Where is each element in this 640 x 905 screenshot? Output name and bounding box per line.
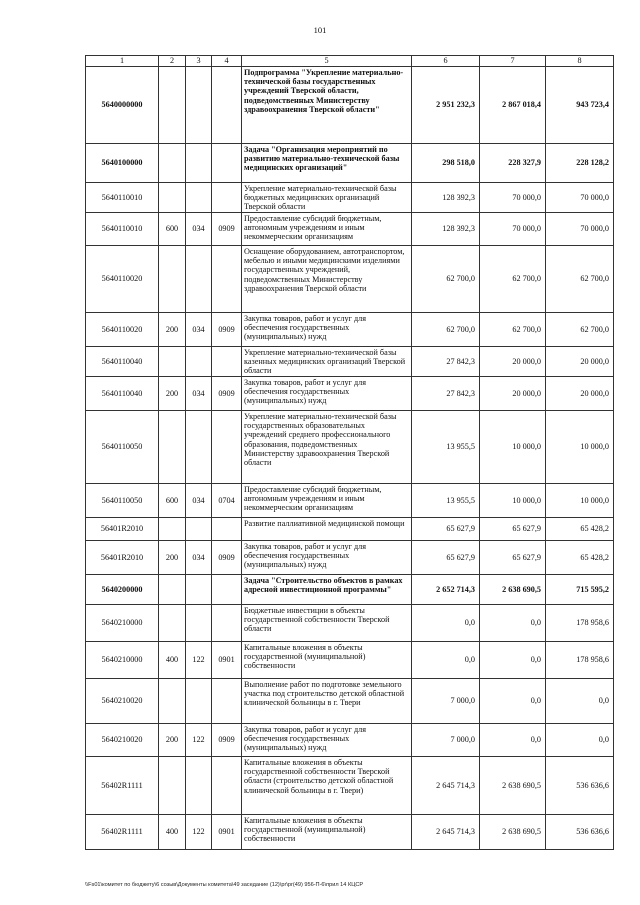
expense-type-cell (159, 183, 186, 213)
amount-cell-col8: 65 428,2 (546, 541, 614, 575)
amount-cell-col7: 20 000,0 (480, 377, 546, 411)
admin-code-cell: 122 (186, 642, 212, 679)
header-cell: 4 (212, 56, 242, 67)
amount-cell-col6: 62 700,0 (412, 313, 480, 347)
header-cell: 8 (546, 56, 614, 67)
expense-type-cell (159, 605, 186, 642)
section-code-cell (212, 605, 242, 642)
amount-cell-col6: 62 700,0 (412, 246, 480, 313)
expense-type-cell (159, 679, 186, 724)
code-cell: 5640110020 (86, 313, 159, 347)
description-cell: Закупка товаров, работ и услуг для обеспечения государственных (муниципальных) нужд (242, 313, 412, 347)
expense-type-cell (159, 246, 186, 313)
admin-code-cell: 034 (186, 213, 212, 246)
description-cell: Развитие паллиативной медицинской помощи (242, 518, 412, 541)
table-row (86, 246, 614, 313)
section-code-cell (212, 67, 242, 144)
admin-code-cell (186, 605, 212, 642)
admin-code-cell: 034 (186, 377, 212, 411)
amount-cell-col6: 13 955,5 (412, 411, 480, 484)
amount-cell-col7: 62 700,0 (480, 246, 546, 313)
admin-code-cell (186, 679, 212, 724)
admin-code-cell: 034 (186, 313, 212, 347)
description-cell: Задача "Строительство объектов в рамках адресной инвестиционной программы" (242, 575, 412, 605)
amount-cell-col6: 298 518,0 (412, 144, 480, 183)
amount-cell-col6: 2 652 714,3 (412, 575, 480, 605)
amount-cell-col6: 7 000,0 (412, 724, 480, 757)
amount-cell-col7: 2 638 690,5 (480, 757, 546, 815)
header-cell: 1 (86, 56, 159, 67)
header-cell: 5 (242, 56, 412, 67)
code-cell: 5640110010 (86, 183, 159, 213)
section-code-cell (212, 246, 242, 313)
file-path-footer: \\Fs01\комитет по бюджету\6 созыв\Документы комитета\49 заседание (12)\pr\pr(49) 956-П-6\прил 14 КЦСР (85, 882, 364, 888)
description-cell: Выполнение работ по подготовке земельного участка под строительство детской областной клинической больницы в г. Твери (242, 679, 412, 724)
table-row (86, 144, 614, 183)
description-cell: Капитальные вложения в объекты государственной собственности Тверской области (строительство детской областной клинической больницы в г. Твери) (242, 757, 412, 815)
expense-type-cell (159, 757, 186, 815)
amount-cell-col8: 536 636,6 (546, 815, 614, 850)
expense-type-cell: 400 (159, 815, 186, 850)
expense-type-cell (159, 144, 186, 183)
expense-type-cell: 400 (159, 642, 186, 679)
amount-cell-col7: 10 000,0 (480, 411, 546, 484)
table-row (86, 484, 614, 518)
admin-code-cell (186, 575, 212, 605)
table-row (86, 67, 614, 144)
amount-cell-col8: 62 700,0 (546, 313, 614, 347)
amount-cell-col6: 2 645 714,3 (412, 757, 480, 815)
amount-cell-col7: 0,0 (480, 679, 546, 724)
section-code-cell (212, 144, 242, 183)
amount-cell-col6: 7 000,0 (412, 679, 480, 724)
amount-cell-col6: 27 842,3 (412, 377, 480, 411)
amount-cell-col7: 70 000,0 (480, 183, 546, 213)
section-code-cell (212, 347, 242, 377)
amount-cell-col7: 2 638 690,5 (480, 815, 546, 850)
table-row (86, 757, 614, 815)
expense-type-cell: 200 (159, 313, 186, 347)
amount-cell-col8: 178 958,6 (546, 605, 614, 642)
section-code-cell: 0901 (212, 642, 242, 679)
code-cell: 56402R1111 (86, 815, 159, 850)
expense-type-cell (159, 518, 186, 541)
page-number: 101 (313, 25, 327, 35)
amount-cell-col7: 0,0 (480, 724, 546, 757)
amount-cell-col8: 65 428,2 (546, 518, 614, 541)
description-cell: Укрепление материально-технической базы государственных образовательных учреждений среднего профессионального образования, подведомственных Министерству здравоохранения Тверской области (242, 411, 412, 484)
description-cell: Закупка товаров, работ и услуг для обеспечения государственных (муниципальных) нужд (242, 541, 412, 575)
table-row (86, 575, 614, 605)
table-row (86, 642, 614, 679)
expense-type-cell: 600 (159, 213, 186, 246)
expense-type-cell: 200 (159, 377, 186, 411)
amount-cell-col8: 0,0 (546, 679, 614, 724)
table-row (86, 313, 614, 347)
table-row (86, 411, 614, 484)
code-cell: 5640200000 (86, 575, 159, 605)
amount-cell-col7: 228 327,9 (480, 144, 546, 183)
code-cell: 56402R1111 (86, 757, 159, 815)
admin-code-cell: 122 (186, 815, 212, 850)
expense-type-cell (159, 575, 186, 605)
code-cell: 5640110010 (86, 213, 159, 246)
description-cell: Задача "Организация мероприятий по развитию материально-технической базы медицинских организаций" (242, 144, 412, 183)
amount-cell-col7: 20 000,0 (480, 347, 546, 377)
table-row (86, 679, 614, 724)
amount-cell-col6: 65 627,9 (412, 518, 480, 541)
admin-code-cell (186, 518, 212, 541)
code-cell: 5640100000 (86, 144, 159, 183)
amount-cell-col8: 715 595,2 (546, 575, 614, 605)
table-row (86, 518, 614, 541)
expense-type-cell: 200 (159, 724, 186, 757)
code-cell: 5640210020 (86, 724, 159, 757)
section-code-cell (212, 518, 242, 541)
table-row (86, 377, 614, 411)
section-code-cell: 0909 (212, 377, 242, 411)
section-code-cell (212, 575, 242, 605)
table-row (86, 605, 614, 642)
admin-code-cell (186, 144, 212, 183)
amount-cell-col8: 228 128,2 (546, 144, 614, 183)
expense-type-cell: 600 (159, 484, 186, 518)
amount-cell-col6: 27 842,3 (412, 347, 480, 377)
budget-table (85, 55, 614, 850)
amount-cell-col6: 65 627,9 (412, 541, 480, 575)
amount-cell-col7: 2 638 690,5 (480, 575, 546, 605)
description-cell: Предоставление субсидий бюджетным, автономным учреждениям и иным некоммерческим организациям (242, 213, 412, 246)
admin-code-cell (186, 67, 212, 144)
section-code-cell (212, 757, 242, 815)
amount-cell-col8: 943 723,4 (546, 67, 614, 144)
header-cell: 2 (159, 56, 186, 67)
expense-type-cell (159, 347, 186, 377)
section-code-cell: 0909 (212, 313, 242, 347)
table-header-row (86, 56, 614, 67)
code-cell: 56401R2010 (86, 518, 159, 541)
amount-cell-col7: 65 627,9 (480, 518, 546, 541)
amount-cell-col6: 0,0 (412, 642, 480, 679)
amount-cell-col6: 0,0 (412, 605, 480, 642)
amount-cell-col7: 65 627,9 (480, 541, 546, 575)
code-cell: 5640210020 (86, 679, 159, 724)
amount-cell-col8: 536 636,6 (546, 757, 614, 815)
amount-cell-col8: 10 000,0 (546, 411, 614, 484)
code-cell: 5640110040 (86, 347, 159, 377)
code-cell: 5640110050 (86, 484, 159, 518)
admin-code-cell: 034 (186, 541, 212, 575)
expense-type-cell (159, 67, 186, 144)
description-cell: Капитальные вложения в объекты государственной (муниципальной) собственности (242, 815, 412, 850)
description-cell: Закупка товаров, работ и услуг для обеспечения государственных (муниципальных) нужд (242, 377, 412, 411)
amount-cell-col7: 2 867 018,4 (480, 67, 546, 144)
code-cell: 5640110040 (86, 377, 159, 411)
description-cell: Укрепление материально-технической базы бюджетных медицинских организаций Тверской области (242, 183, 412, 213)
amount-cell-col8: 70 000,0 (546, 183, 614, 213)
amount-cell-col6: 128 392,3 (412, 213, 480, 246)
code-cell: 5640210000 (86, 642, 159, 679)
expense-type-cell: 200 (159, 541, 186, 575)
description-cell: Капитальные вложения в объекты государственной (муниципальной) собственности (242, 642, 412, 679)
amount-cell-col8: 10 000,0 (546, 484, 614, 518)
amount-cell-col6: 13 955,5 (412, 484, 480, 518)
amount-cell-col8: 0,0 (546, 724, 614, 757)
amount-cell-col7: 62 700,0 (480, 313, 546, 347)
description-cell: Подпрограмма "Укрепление материально-технической базы государственных учреждений Тверской области, подведомственных Министерству здравоохранения Тверской области" (242, 67, 412, 144)
amount-cell-col7: 0,0 (480, 642, 546, 679)
code-cell: 5640110020 (86, 246, 159, 313)
code-cell: 5640110050 (86, 411, 159, 484)
admin-code-cell: 122 (186, 724, 212, 757)
code-cell: 5640000000 (86, 67, 159, 144)
table-row (86, 724, 614, 757)
admin-code-cell (186, 246, 212, 313)
amount-cell-col8: 62 700,0 (546, 246, 614, 313)
admin-code-cell: 034 (186, 484, 212, 518)
header-cell: 7 (480, 56, 546, 67)
table-row (86, 541, 614, 575)
section-code-cell (212, 679, 242, 724)
amount-cell-col6: 2 645 714,3 (412, 815, 480, 850)
section-code-cell (212, 183, 242, 213)
admin-code-cell (186, 411, 212, 484)
code-cell: 56401R2010 (86, 541, 159, 575)
amount-cell-col7: 0,0 (480, 605, 546, 642)
amount-cell-col8: 20 000,0 (546, 377, 614, 411)
table-row (86, 213, 614, 246)
admin-code-cell (186, 183, 212, 213)
amount-cell-col6: 128 392,3 (412, 183, 480, 213)
admin-code-cell (186, 347, 212, 377)
header-cell: 6 (412, 56, 480, 67)
table-row (86, 815, 614, 850)
section-code-cell: 0704 (212, 484, 242, 518)
section-code-cell: 0901 (212, 815, 242, 850)
amount-cell-col8: 70 000,0 (546, 213, 614, 246)
code-cell: 5640210000 (86, 605, 159, 642)
section-code-cell: 0909 (212, 724, 242, 757)
table-row (86, 183, 614, 213)
admin-code-cell (186, 757, 212, 815)
amount-cell-col8: 178 958,6 (546, 642, 614, 679)
amount-cell-col7: 70 000,0 (480, 213, 546, 246)
amount-cell-col8: 20 000,0 (546, 347, 614, 377)
section-code-cell (212, 411, 242, 484)
description-cell: Бюджетные инвестиции в объекты государственной собственности Тверской области (242, 605, 412, 642)
section-code-cell: 0909 (212, 213, 242, 246)
section-code-cell: 0909 (212, 541, 242, 575)
description-cell: Закупка товаров, работ и услуг для обеспечения государственных (муниципальных) нужд (242, 724, 412, 757)
expense-type-cell (159, 411, 186, 484)
amount-cell-col7: 10 000,0 (480, 484, 546, 518)
description-cell: Предоставление субсидий бюджетным, автономным учреждениям и иным некоммерческим организациям (242, 484, 412, 518)
description-cell: Укрепление материально-технической базы казенных медицинских организаций Тверской области (242, 347, 412, 377)
header-cell: 3 (186, 56, 212, 67)
table-row (86, 347, 614, 377)
amount-cell-col6: 2 951 232,3 (412, 67, 480, 144)
description-cell: Оснащение оборудованием, автотранспортом, мебелью и иными медицинскими изделиями государственных учреждений, подведомственных Министерству здравоохранения Тверской области (242, 246, 412, 313)
